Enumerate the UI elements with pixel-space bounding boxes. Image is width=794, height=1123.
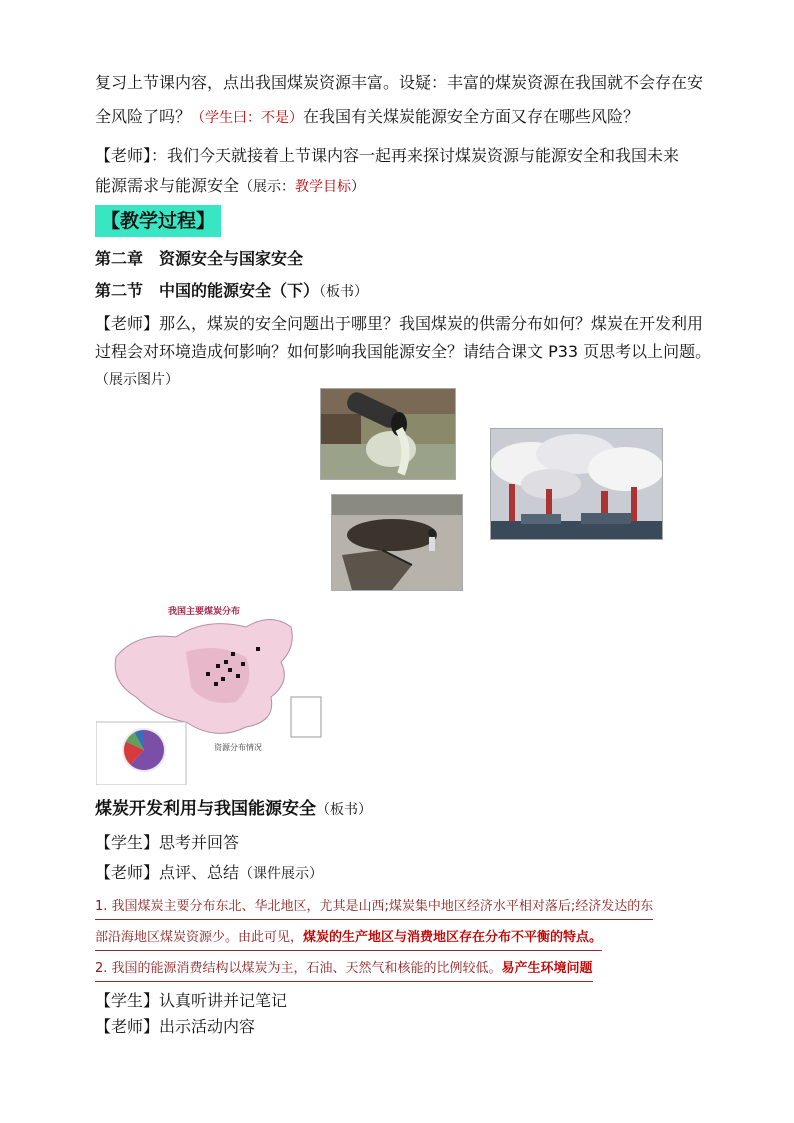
teacher2-text-2: 过程会对环境造成何影响？如何影响我国能源安全？请结合课文 P33 页思考以上问题。 [95, 342, 712, 361]
pollution-pipe-photo [320, 388, 456, 480]
intro-text-2c: 在我国有关煤炭能源安全方面又存在哪些风险？ [303, 107, 640, 126]
student2-line: 【学生】认真听讲并记笔记 [95, 991, 288, 1010]
teacher1-line-1 [95, 145, 679, 167]
topic-line [95, 798, 372, 821]
intro-line-1 [95, 72, 703, 94]
point1-line-2 [95, 927, 602, 949]
point2-emphasis: 易产生环境问题 [501, 961, 593, 976]
teacher1-paren-open: （展示： [239, 179, 296, 195]
section-title-line [95, 280, 368, 303]
point2-text: 2. 我国的能源消费结构以煤炭为主，石油、天然气和核能的比例较低。 [95, 961, 502, 976]
chapter-title: 第二章 资源安全与国家安全 [95, 249, 304, 268]
teacher1-text-1: 【老师】：我们今天就接着上节课内容一起再来探讨煤炭资源与能源安全和我国未来 [95, 146, 680, 165]
intro-text-1: 复习上节课内容，点出我国煤炭资源丰富。设疑：丰富的煤炭资源在我国就不会存在安 [95, 73, 704, 92]
teacher2-line-3 [95, 369, 179, 391]
section-note: （板书） [319, 284, 369, 300]
china-map-illustration [96, 602, 324, 785]
point1-text-2a: 部沿海地区煤炭资源少。由此可见， [95, 930, 304, 945]
map-caption: 资源分布情况 [214, 743, 262, 752]
map-title: 我国主要煤炭分布 [168, 607, 241, 617]
ground-collapse-photo [331, 494, 463, 591]
teacher2-line-1 [95, 313, 703, 335]
teaching-goal: 教学目标 [295, 179, 352, 195]
intro-line-2 [95, 106, 639, 129]
teaching-process-heading: 【教学过程】 [95, 205, 221, 237]
point2-line [95, 958, 593, 980]
smokestack-photo [490, 428, 663, 540]
ground-collapse-illustration [332, 495, 462, 590]
point1-emphasis: 煤炭的生产地区与消费地区存在分布不平衡的特点。 [303, 930, 603, 945]
show-pictures: （展示图片） [95, 372, 179, 388]
teacher2-line-2 [95, 341, 711, 363]
teacher1-line-2 [95, 175, 365, 198]
section-title: 第二节 中国的能源安全（下） [95, 281, 320, 300]
teacher4-line: 【老师】出示活动内容 [95, 1017, 256, 1036]
intro-text-2a: 全风险了吗？ [95, 107, 192, 126]
teacher3-line [95, 862, 323, 885]
pipe-illustration [321, 389, 455, 479]
smokestack-illustration [491, 429, 662, 539]
point1-text-1: 1. 我国煤炭主要分布东北、华北地区，尤其是山西;煤炭集中地区经济水平相对落后;经济发达的东 [95, 899, 653, 920]
teacher1-text-2a: 能源需求与能源安全 [95, 176, 240, 195]
teacher3-text: 【老师】点评、总结 [95, 863, 240, 882]
coal-pie-chart [124, 730, 164, 770]
teacher1-paren-close: ） [351, 179, 366, 195]
student-answer-line: 【学生】思考并回答 [95, 833, 240, 852]
student-answer: （学生曰：不是） [191, 110, 304, 126]
point1-line-1 [95, 896, 653, 918]
topic-note: （板书） [316, 802, 372, 818]
teacher2-text-1: 【老师】那么，煤炭的安全问题出于哪里？我国煤炭的供需分布如何？煤炭在开发利用 [95, 314, 704, 333]
coal-distribution-map [96, 602, 324, 785]
teacher3-note: （课件展示） [239, 866, 324, 882]
topic-title: 煤炭开发利用与我国能源安全 [95, 799, 316, 819]
